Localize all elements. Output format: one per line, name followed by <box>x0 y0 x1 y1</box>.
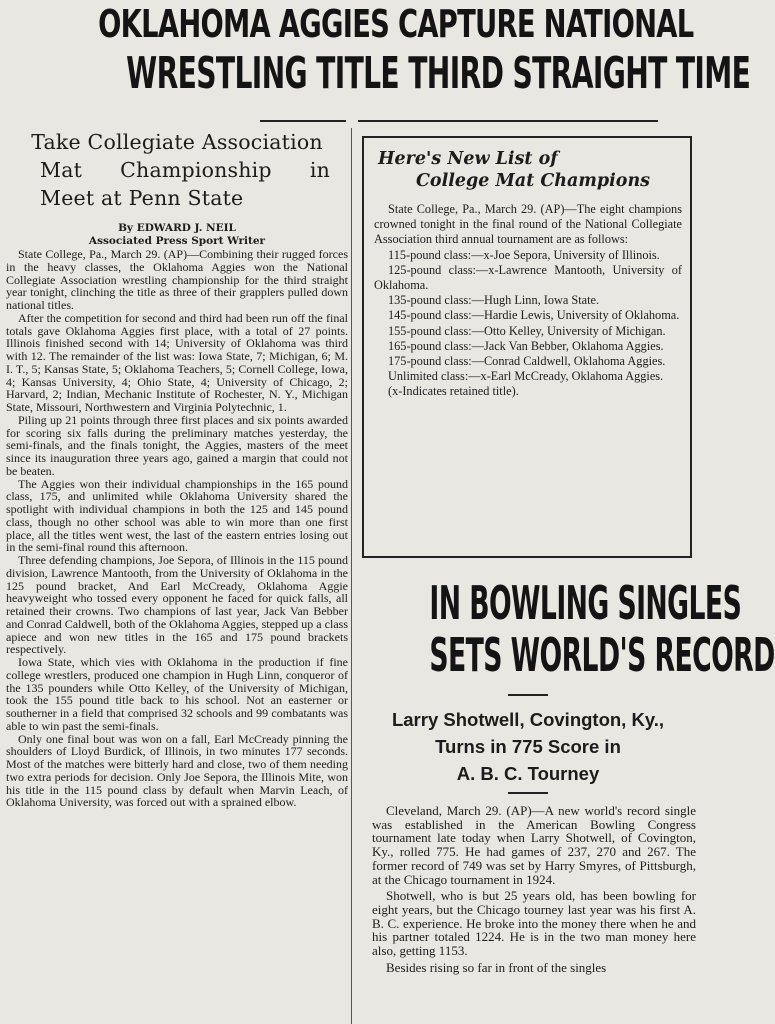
box-title-line: Here's New List of <box>378 149 558 169</box>
deck-line: Meet at Penn State <box>40 186 244 210</box>
champion-entry: Unlimited class:—x-Earl McCready, Oklahoma Aggies. <box>388 369 664 384</box>
wrestling-article <box>6 128 348 1024</box>
main-headline-line-2: WRESTLING TITLE THIRD STRAIGHT TIME <box>126 48 751 99</box>
article-paragraph: Three defending champions, Joe Sepora, of Illinois in the 115 pound division, Lawrence Mantooth, from the University of Oklahoma in the 125 pound bracket, And Earl McCready, Oklahoma Aggie heavyweight who tossed every opponent he faced for quick falls, all retained their crowns. Two champions of last year, Jack Van Bebber and Conrad Caldwell, both of the Oklahoma Aggies, stepped up a class apiece and won new titles in the 165 and 175 pound brackets respectively. <box>6 553 348 657</box>
article-paragraph: After the competition for second and third had been run off the final totals gave Oklahoma Aggies first place, with a total of 27 points. Illinois finished second with 14; University of Oklahoma was third with 12. The remainder of the list was: Iowa State, 7; Michigan, 6; M. I. T., 5; Kansas State, 5; Oklahoma Teachers, 5; Cornell College, Iowa, 4; Kansas University, 4; Ohio State, 4; University of Chicago, 2; Harvard, 2; Indian, Mechanic Institute of Rochester, N. Y., Michigan State, Missouri, Northwestern and Virginia Polytechnic, 1. <box>6 310 348 414</box>
main-headline-line-1: OKLAHOMA AGGIES CAPTURE NATIONAL <box>98 2 694 46</box>
champion-entry: 145-pound class:—Hardie Lewis, University of Oklahoma. <box>388 308 680 323</box>
headline-rule-left <box>260 120 346 122</box>
headline-rule-right <box>358 120 658 122</box>
article-paragraph: Shotwell, who is but 25 years old, has been bowling for eight years, but the Chicago tourney last year was his first A. B. C. experience. He broke into the money there when he and his partner totaled 1224. He is in the two man money here also, getting 1153. <box>372 888 696 959</box>
champions-list <box>374 202 682 400</box>
column-divider <box>351 128 352 1024</box>
right-column <box>358 128 775 1024</box>
champions-box-title <box>378 148 682 192</box>
bowling-rule <box>508 694 548 696</box>
byline: By EDWARD J. NEIL <box>118 222 236 234</box>
article-paragraph: Iowa State, which vies with Oklahoma in the production if fine college wrestlers, produced one champion in Hugh Linn, conqueror of the 135 pounders while Otto Kelley, of the University of Michigan, took the 155 pound title back to his school. Not an easterner or southerner in a field that comprised 32 schools and 99 combatants was able to win past the semi-finals. <box>6 655 348 733</box>
champion-entry: 135-pound class:—Hugh Linn, Iowa State. <box>388 293 600 308</box>
deck-line: Take Collegiate Association <box>31 130 323 154</box>
champions-box <box>362 136 692 558</box>
champion-entry: 115-pound class:—x-Joe Sepora, University of Illinois. <box>388 247 660 262</box>
deck-line: Turns in 775 Score in <box>435 736 621 757</box>
article-paragraph: Piling up 21 points through three first places and six points awarded for scoring six falls during the preliminary matches yesterday, the semi-finals, and the finals tonight, the Aggies, masters of the meet since its inauguration three years ago, gained a margin that could not be beaten. <box>6 412 348 478</box>
box-title-line: College Mat Champions <box>416 171 651 191</box>
champion-entry: 175-pound class:—Conrad Caldwell, Oklahoma Aggies. <box>388 354 666 369</box>
article-paragraph: Cleveland, March 29. (AP)—A new world's record single was established in the American Bowling Congress tournament late today when Larry Shotwell, of Covington, Ky., rolled 775. He had games of 237, 270 and 267. The former record of 749 was set by Harry Smyres, of Pittsburgh, at the Chicago tournament in 1924. <box>372 803 696 887</box>
article-paragraph: State College, Pa., March 29. (AP)—Combining their rugged forces in the heavy classes, the Oklahoma Aggies won the National Collegiate Association wrestling championship for the third straight year tonight, clinching the title as three of their grapplers pulled down national titles. <box>6 247 348 312</box>
byline-role: Associated Press Sport Writer <box>88 235 266 247</box>
deck-line: Larry Shotwell, Covington, Ky., <box>391 709 665 730</box>
champion-entry: 125-pound class:—x-Lawrence Mantooth, University of Oklahoma. <box>374 262 682 293</box>
article-deck <box>6 128 348 212</box>
box-intro: State College, Pa., March 29. (AP)—The eight champions crowned tonight in the final round of the National Collegiate Association third annual tournament are as follows: <box>374 202 682 247</box>
bowling-deck-rule <box>508 792 548 794</box>
champion-entry: 165-pound class:—Jack Van Bebber, Oklahoma Aggies. <box>388 338 664 353</box>
deck-line: Mat Championship in <box>40 158 330 182</box>
article-paragraph: The Aggies won their individual championships in the 165 pound class, 175, and unlimited while Oklahoma University shared the spotlight with individual champions in both the 125 and 145 pound class, though no other school was able to win more than one first place, all the titles went west, the last of the eastern entries losing out in the semi-final round this afternoon. <box>6 476 348 555</box>
deck-line: A. B. C. Tourney <box>456 763 600 784</box>
box-note: (x-Indicates retained title). <box>388 384 519 399</box>
article-paragraph: Only one final bout was won on a fall, Earl McCready pinning the shoulders of Lloyd Burdick, of Illinois, in two minutes 177 seconds. Most of the matches were bitterly hard and close, two of them needing two extra periods for decision. Only Joe Sepora, the Illinois Mite, won his title in the 115 pound class by default when Marvin Leach, of Oklahoma University, was forced out with a sprained elbow. <box>6 731 348 810</box>
bowling-headline-line-2: SETS WORLD'S RECORD <box>429 628 775 682</box>
article-paragraph: Besides rising so far in front of the singles <box>386 959 607 975</box>
article-body <box>6 248 348 809</box>
champion-entry: 155-pound class:—Otto Kelley, University of Michigan. <box>388 323 666 338</box>
bowling-headline-line-1: IN BOWLING SINGLES <box>429 576 742 630</box>
bowling-body <box>372 804 696 977</box>
bowling-deck <box>358 706 698 787</box>
